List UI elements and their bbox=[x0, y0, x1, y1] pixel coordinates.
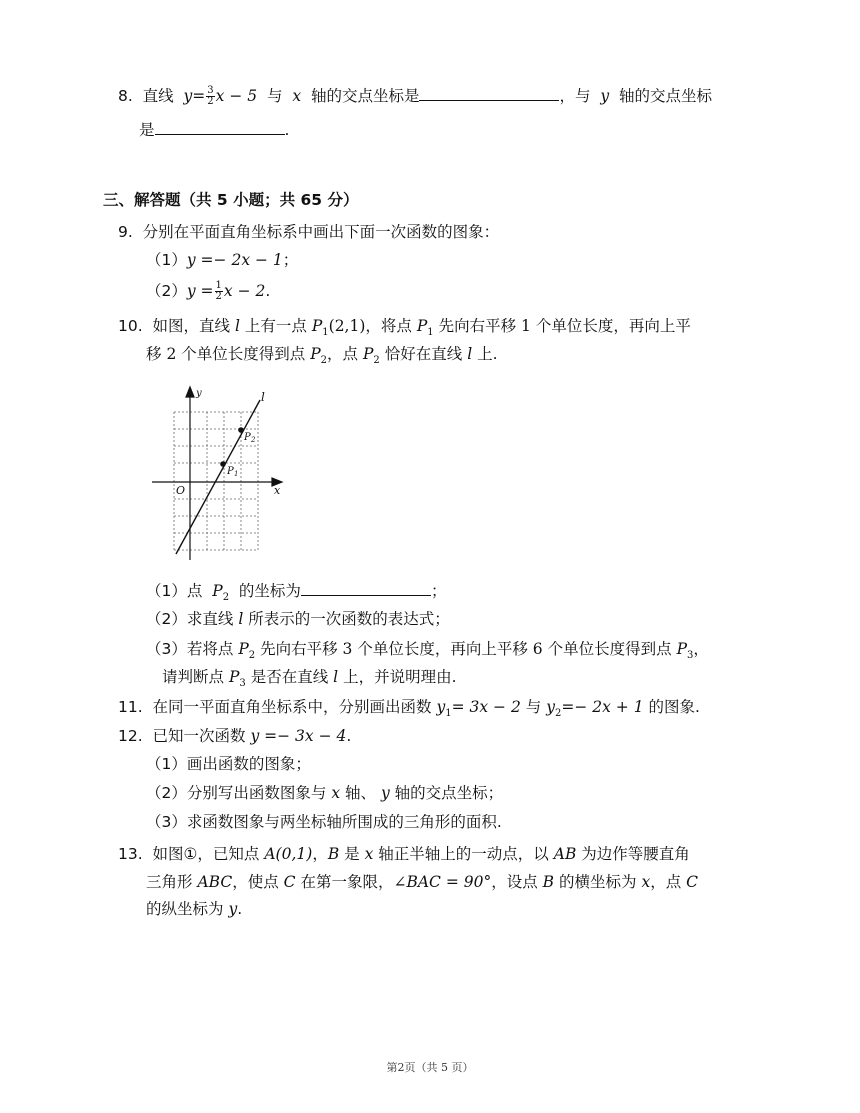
question-10-line-2: 移 2 个单位长度得到点 $P_2$，点 $P_2$ 恰好在直线 l 上. bbox=[146, 345, 498, 367]
page-footer: 第2页（共 5 页） bbox=[386, 1061, 474, 1074]
answer-blank[interactable] bbox=[155, 118, 285, 135]
question-12-part-2: （2）分别写出函数图象与 x 轴、 y 轴的交点坐标； bbox=[146, 784, 504, 802]
fraction-3-2: $\frac{3}{2}$ bbox=[207, 85, 214, 107]
question-10-part-1: （1）点 $P_2$ 的坐标为 ； bbox=[146, 579, 446, 609]
line-l bbox=[176, 400, 260, 554]
question-12-part-1: （1）画出函数的图象； bbox=[146, 755, 311, 773]
y-axis-label: y bbox=[196, 388, 202, 399]
question-10-line-1: 10. 如图，直线 l 上有一点 $P_1(2,1)$，将点 $P_1$ 先向右平移 1 个单位长度，再向上平 bbox=[118, 317, 691, 339]
question-10-part-2: （2）求直线 l 所表示的一次函数的表达式； bbox=[146, 610, 450, 628]
point-p1 bbox=[220, 461, 226, 467]
question-13-line-3: 的纵坐标为 y. bbox=[146, 900, 243, 918]
question-12-part-3: （3）求函数图象与两坐标轴所围成的三角形的面积. bbox=[146, 813, 502, 831]
p2-sub: 2 bbox=[251, 436, 256, 444]
fraction-1-2: $\frac{1}{2}$ bbox=[215, 280, 222, 302]
question-13-line-2: 三角形 ABC，使点 C 在第一象限，∠BAC = 90°，设点 B 的横坐标为 x，点 C bbox=[146, 873, 699, 891]
question-9-part-1: （1）y =− 2x − 1； bbox=[146, 251, 299, 269]
question-10-part-3-line-2: 请判断点 $P_3$ 是否在直线 l 上，并说明理由. bbox=[162, 668, 457, 690]
p1-sub: 1 bbox=[234, 470, 239, 478]
point-p2 bbox=[238, 427, 244, 433]
section-heading: 三、解答题（共 5 小题；共 65 分） bbox=[103, 191, 359, 209]
question-9: 9. 分别在平面直角坐标系中画出下面一次函数的图象： bbox=[118, 223, 500, 241]
question-8-line-2: 是 . bbox=[139, 118, 289, 141]
question-8-line-1: 8. 直线 y= $\frac{3}{2}$ x − 5 与 x 轴的交点坐标是 ，与 y 轴的交点坐标 bbox=[118, 85, 712, 107]
axes bbox=[152, 387, 282, 560]
x-axis-label: x bbox=[274, 484, 281, 497]
p2-label: P bbox=[244, 432, 251, 443]
p1-label: P bbox=[227, 466, 234, 477]
answer-blank[interactable] bbox=[419, 84, 559, 101]
answer-blank[interactable] bbox=[301, 579, 431, 596]
origin-label: O bbox=[176, 484, 186, 497]
question-12: 12. 已知一次函数 y =− 3x − 4. bbox=[118, 727, 352, 745]
question-10-part-3-line-1: （3）若将点 $P_2$ 先向右平移 3 个单位长度，再向上平移 6 个单位长度得到点 $P_3$， bbox=[146, 640, 709, 662]
coordinate-figure bbox=[148, 384, 288, 564]
y-axis-arrow bbox=[186, 387, 194, 397]
question-11: 11. 在同一平面直角坐标系中，分别画出函数 $y_1= 3x - 2$ 与 $y_2=- 2x + 1$ 的图象. bbox=[118, 698, 700, 720]
question-9-part-2: （2）y = $\frac{1}{2}$ x − 2. bbox=[146, 280, 271, 302]
line-label: l bbox=[261, 390, 265, 404]
question-13-line-1: 13. 如图①，已知点 A(0,1)，B 是 x 轴正半轴上的一动点，以 AB 为边作等腰直角 bbox=[118, 845, 690, 863]
